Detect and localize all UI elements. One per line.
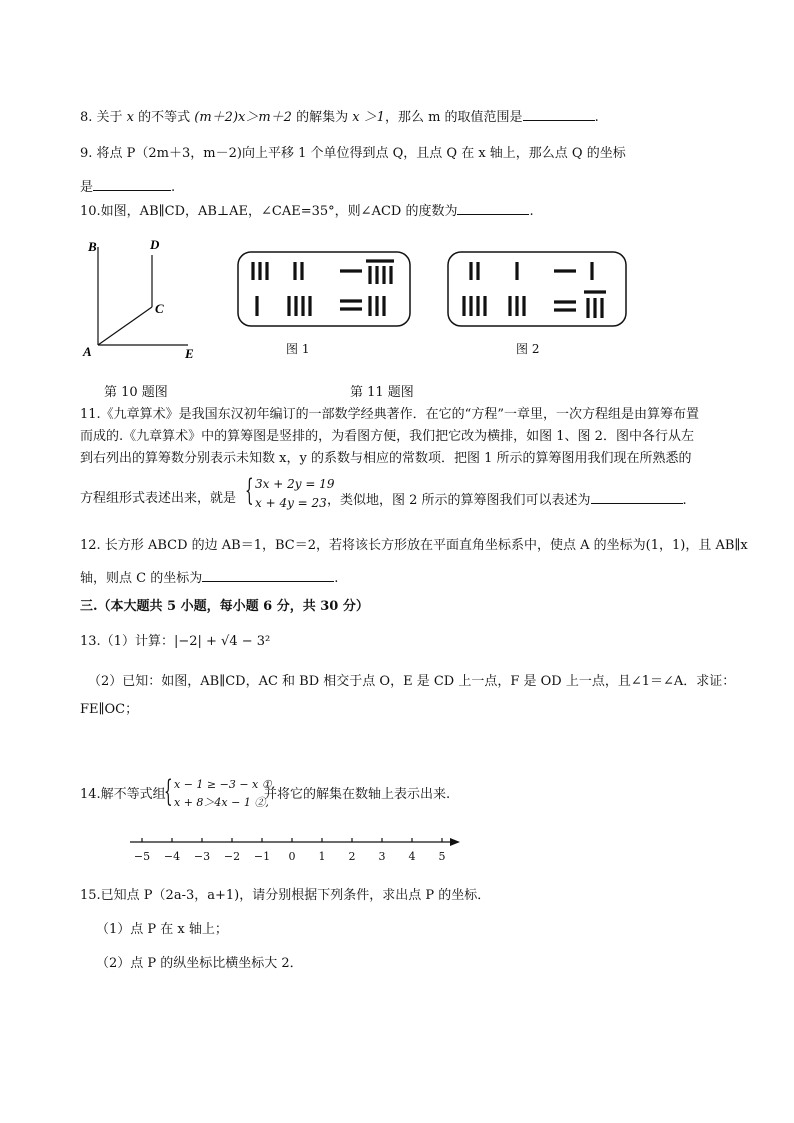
number-line-label: −4	[163, 850, 181, 863]
q11-eq2: x + 4y = 23	[255, 496, 327, 510]
q10-answer-blank[interactable]	[457, 201, 529, 215]
q8-pre: 8. 关于	[80, 110, 127, 125]
q14-brace: {	[164, 774, 173, 809]
figure-11-fig1-caption: 图 1	[286, 342, 310, 356]
question-13-part2-cont: FE∥OC；	[80, 702, 139, 717]
question-14-post: 并将它的解集在数轴上表示出来.	[264, 787, 451, 802]
number-line-label: 4	[408, 850, 416, 863]
number-line-arrow	[450, 838, 460, 846]
figure-10-caption: 第 10 题图	[104, 385, 168, 400]
question-15-cond2: （2）点 P 的纵坐标比横坐标大 2．	[96, 956, 303, 971]
question-9-line2	[80, 177, 175, 197]
label-D: D	[150, 237, 160, 252]
q8-var: x	[126, 110, 135, 125]
figure-11-fig2	[446, 250, 628, 328]
number-line-label: −3	[193, 850, 211, 863]
q10-text: 10.如图，AB∥CD，AB⊥AE，∠CAE=35°，则∠ACD 的度数为	[80, 204, 458, 219]
q12-end: .	[334, 571, 339, 586]
label-B: B	[88, 239, 97, 254]
q8-inequality: (m＋2)x＞m＋2	[194, 110, 292, 125]
q11-brace: {	[245, 473, 254, 508]
section-3-title: 三.（本大题共 5 小题，每小题 6 分，共 30 分）	[80, 599, 369, 614]
q8-post: 的解集为	[291, 110, 353, 125]
question-9-line1: 9. 将点 P（2m＋3，m－2)向上平移 1 个单位得到点 Q，且点 Q 在 x 轴上，那么点 Q 的坐标	[80, 146, 626, 161]
q10-end: .	[529, 204, 534, 219]
number-line-label: −5	[133, 850, 151, 863]
figure-10	[80, 235, 210, 365]
number-line-label: 5	[438, 850, 446, 863]
figure-11-fig2-caption: 图 2	[516, 342, 540, 356]
q8-solution: x ＞1	[352, 110, 385, 125]
question-11-line4b	[327, 490, 687, 510]
number-line-label: 2	[348, 850, 356, 863]
q12-line2-text: 轴，则点 C 的坐标为	[80, 571, 203, 586]
number-line	[124, 836, 464, 848]
q13-p1-label: 13.（1）计算：	[80, 634, 174, 649]
q9-answer-blank[interactable]	[93, 177, 171, 191]
question-11-line4a: 方程组形式表述出来，就是	[80, 491, 237, 506]
q11-equation-system	[245, 473, 335, 512]
question-13-part2: （2）已知：如图，AB∥CD，AC 和 BD 相交于点 O，E 是 CD 上一点，F 是 OD 上一点，且∠1＝∠A．求证：	[88, 674, 736, 689]
q11-end: .	[682, 493, 687, 508]
q11-eq1: 3x + 2y = 19	[255, 477, 335, 491]
q9-end: .	[171, 180, 176, 195]
label-E: E	[185, 346, 194, 361]
q8-tail: ，那么 m 的取值范围是	[384, 110, 523, 125]
question-11-line3: 到右列出的算筹数分别表示未知数 x，y 的系数与相应的常数项．把图 1 所示的算筹图用我们现在所熟悉的	[80, 451, 692, 466]
label-A: A	[83, 344, 92, 359]
question-11-line1: 11.《九章算术》是我国东汉初年编订的一部数学经典著作．在它的“方程”一章里，一次方程组是由算筹布置	[80, 407, 699, 422]
number-line-label: 0	[288, 850, 296, 863]
figure-11-fig1	[236, 250, 412, 328]
q14-inequality-system	[164, 774, 276, 813]
question-11-line2: 而成的.《九章算术》中的算筹图是竖排的，为看图方便，我们把它改为横排，如图 1、图 2．图中各行从左	[80, 429, 694, 444]
q12-answer-blank[interactable]	[202, 568, 334, 582]
q8-mid: 的不等式	[134, 110, 195, 125]
label-C: C	[155, 301, 164, 316]
q8-end: .	[594, 110, 599, 125]
number-line-label: 3	[378, 850, 386, 863]
q9-shi: 是	[80, 180, 94, 195]
q11-line4b-text: ，类似地，图 2 所示的算筹图我们可以表述为	[327, 493, 591, 508]
q11-answer-blank[interactable]	[591, 490, 683, 504]
q14-ineq1: x − 1 ≥ −3 − x ①,	[174, 778, 276, 791]
question-13-part1	[80, 633, 270, 651]
question-10	[80, 201, 534, 221]
q8-answer-blank[interactable]	[523, 107, 595, 121]
number-line-label: −2	[223, 850, 241, 863]
number-line-label: 1	[318, 850, 326, 863]
question-12-line2	[80, 568, 338, 588]
q13-expression: |−2| + √4 − 3²	[173, 634, 271, 649]
question-15-line1: 15.已知点 P（2a-3，a+1)，请分别根据下列条件，求出点 P 的坐标．	[80, 888, 491, 903]
figure-11-caption: 第 11 题图	[350, 385, 414, 400]
question-14-pre: 14.解不等式组	[80, 787, 166, 802]
question-15-cond1: （1）点 P 在 x 轴上；	[96, 922, 228, 937]
question-12-line1: 12. 长方形 ABCD 的边 AB＝1，BC＝2，若将该长方形放在平面直角坐标系中，使点 A 的坐标为(1，1)，且 AB∥x	[80, 538, 748, 553]
q14-ineq2: x + 8＞4x − 1 ②,	[174, 796, 269, 809]
question-8	[80, 107, 599, 127]
number-line-label: −1	[253, 850, 271, 863]
